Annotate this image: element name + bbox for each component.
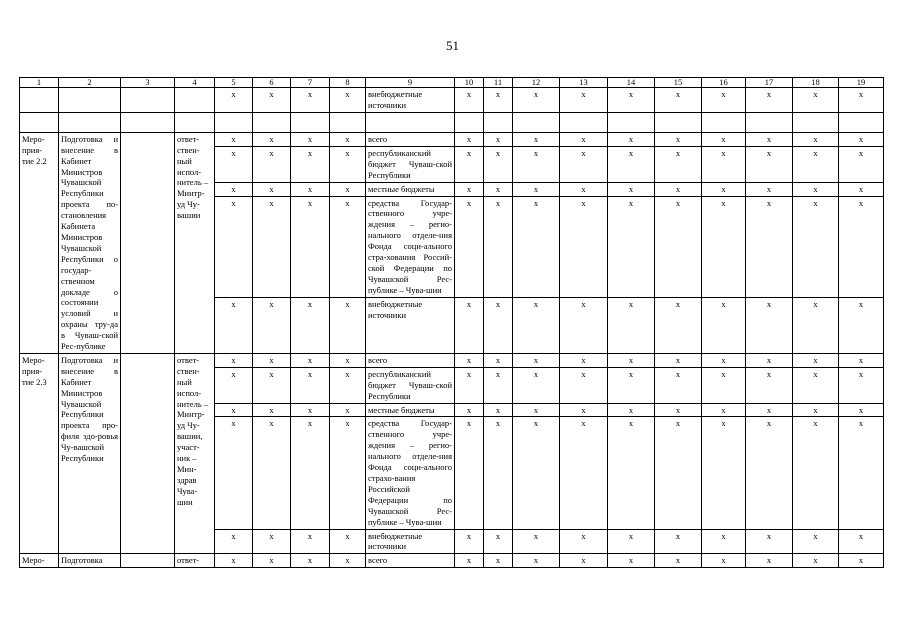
measure-name: Подготовка (59, 554, 121, 568)
funding-source: всего (366, 132, 455, 146)
cell-x: x (839, 196, 884, 297)
cell-x: x (484, 353, 513, 367)
cell-x: x (513, 403, 560, 417)
cell-x: x (291, 297, 330, 353)
spacer-row (20, 112, 884, 132)
cell-x: x (455, 367, 484, 403)
cell-x: x (560, 88, 608, 113)
cell-x: x (484, 367, 513, 403)
cell-x: x (839, 146, 884, 182)
empty-cell (484, 112, 513, 132)
cell-x: x (215, 132, 253, 146)
cell-x: x (253, 196, 291, 297)
cell-x: x (330, 88, 366, 113)
cell-x: x (455, 554, 484, 568)
cell-x: x (215, 403, 253, 417)
cell-x: x (560, 196, 608, 297)
cell-x: x (608, 146, 655, 182)
cell-x: x (253, 353, 291, 367)
cell-x: x (484, 403, 513, 417)
cell-x: x (513, 182, 560, 196)
cell-x: x (655, 367, 702, 403)
cell-x: x (484, 529, 513, 554)
cell-x: x (484, 182, 513, 196)
cell-x: x (702, 367, 746, 403)
empty-cell (20, 112, 59, 132)
cell-x: x (608, 403, 655, 417)
cell-x: x (455, 417, 484, 529)
cell-x: x (291, 529, 330, 554)
cell-x: x (655, 529, 702, 554)
cell-x: x (513, 367, 560, 403)
col-header: 10 (455, 78, 484, 88)
cell-x: x (702, 554, 746, 568)
cell-x: x (839, 529, 884, 554)
col-header: 19 (839, 78, 884, 88)
col-header: 18 (793, 78, 839, 88)
col-header: 8 (330, 78, 366, 88)
funding-source: республиканский бюджет Чуваш-ской Республики (366, 146, 455, 182)
cell-x: x (484, 146, 513, 182)
cell-x: x (655, 353, 702, 367)
cell-x: x (215, 146, 253, 182)
cell-x: x (702, 132, 746, 146)
cell-x: x (839, 353, 884, 367)
cell-x: x (746, 367, 793, 403)
cell-x: x (253, 417, 291, 529)
cell-x: x (560, 297, 608, 353)
cell-x: x (608, 353, 655, 367)
cell-x: x (702, 196, 746, 297)
cell-x: x (330, 353, 366, 367)
cell-x: x (513, 88, 560, 113)
cell-x: x (793, 297, 839, 353)
empty-cell (455, 112, 484, 132)
cell-x: x (215, 88, 253, 113)
cell-x: x (793, 88, 839, 113)
funding-source: местные бюджеты (366, 403, 455, 417)
funding-source: внебюджетные источники (366, 297, 455, 353)
cell-x: x (253, 132, 291, 146)
empty-cell (513, 112, 560, 132)
cell-x: x (793, 367, 839, 403)
cell-x: x (484, 297, 513, 353)
cell-x: x (330, 132, 366, 146)
cell-x: x (291, 353, 330, 367)
cell-x: x (793, 196, 839, 297)
measure-col3 (121, 554, 175, 568)
cell-x: x (839, 88, 884, 113)
cell-x: x (746, 417, 793, 529)
cell-x: x (253, 554, 291, 568)
column-numbers-row (20, 78, 884, 88)
cell-x: x (215, 367, 253, 403)
cell-x: x (513, 196, 560, 297)
cell-x: x (608, 196, 655, 297)
cell-x: x (253, 297, 291, 353)
cell-x: x (793, 353, 839, 367)
cell-x: x (839, 132, 884, 146)
cell-x: x (253, 88, 291, 113)
cell-x: x (253, 146, 291, 182)
measure-col3 (121, 353, 175, 553)
cell-x: x (484, 88, 513, 113)
cell-x: x (253, 529, 291, 554)
empty-cell (175, 88, 215, 113)
cell-x: x (839, 403, 884, 417)
cell-x: x (455, 132, 484, 146)
cell-x: x (291, 196, 330, 297)
cell-x: x (513, 132, 560, 146)
cell-x: x (655, 132, 702, 146)
cell-x: x (291, 554, 330, 568)
cell-x: x (484, 196, 513, 297)
cell-x: x (793, 182, 839, 196)
empty-cell (366, 112, 455, 132)
empty-cell (330, 112, 366, 132)
cell-x: x (513, 297, 560, 353)
funding-source: всего (366, 554, 455, 568)
empty-cell (20, 88, 59, 113)
cell-x: x (702, 353, 746, 367)
cell-x: x (560, 353, 608, 367)
table-row (20, 132, 884, 146)
cell-x: x (560, 529, 608, 554)
cell-x: x (253, 367, 291, 403)
cell-x: x (330, 146, 366, 182)
cell-x: x (746, 132, 793, 146)
empty-cell (59, 88, 121, 113)
cell-x: x (746, 529, 793, 554)
cell-x: x (608, 529, 655, 554)
cell-x: x (839, 554, 884, 568)
col-header: 5 (215, 78, 253, 88)
cell-x: x (839, 182, 884, 196)
cell-x: x (793, 554, 839, 568)
col-header: 12 (513, 78, 560, 88)
cell-x: x (455, 353, 484, 367)
cell-x: x (839, 297, 884, 353)
empty-cell (839, 112, 884, 132)
cell-x: x (702, 297, 746, 353)
cell-x: x (253, 182, 291, 196)
cell-x: x (513, 529, 560, 554)
cell-x: x (455, 88, 484, 113)
cell-x: x (746, 146, 793, 182)
measure-name: Подготовка и внесение в Кабинет Министров Чувашской Республики проекта по-становления Кабинета Министров Чувашской Республики о государ-ственном докладе о состоянии условий и охраны тру-да в Чуваш-ской Рес-публике (59, 132, 121, 353)
cell-x: x (484, 554, 513, 568)
empty-cell (608, 112, 655, 132)
col-header: 17 (746, 78, 793, 88)
cell-x: x (655, 182, 702, 196)
col-header: 7 (291, 78, 330, 88)
measure-name: Подготовка и внесение в Кабинет Министров Чувашской Республики проекта про-филя здо-ровья Чу-вашской Республики (59, 353, 121, 553)
cell-x: x (291, 417, 330, 529)
program-table (19, 77, 884, 568)
cell-x: x (484, 132, 513, 146)
cell-x: x (702, 182, 746, 196)
cell-x: x (608, 88, 655, 113)
cell-x: x (655, 297, 702, 353)
funding-source: местные бюджеты (366, 182, 455, 196)
cell-x: x (560, 132, 608, 146)
empty-cell (560, 112, 608, 132)
cell-x: x (746, 353, 793, 367)
cell-x: x (702, 529, 746, 554)
cell-x: x (455, 146, 484, 182)
cell-x: x (291, 146, 330, 182)
page-number: 51 (446, 38, 459, 53)
col-header: 3 (121, 78, 175, 88)
cell-x: x (655, 88, 702, 113)
cell-x: x (215, 353, 253, 367)
col-header: 11 (484, 78, 513, 88)
empty-cell (59, 112, 121, 132)
cell-x: x (484, 417, 513, 529)
cell-x: x (455, 196, 484, 297)
cell-x: x (215, 529, 253, 554)
measure-code: Меро- (20, 554, 59, 568)
col-header: 13 (560, 78, 608, 88)
cell-x: x (608, 554, 655, 568)
cell-x: x (215, 417, 253, 529)
cell-x: x (215, 182, 253, 196)
funding-source: внебюджетные источники (366, 88, 455, 113)
cell-x: x (839, 367, 884, 403)
cell-x: x (746, 196, 793, 297)
measure-executor: ответ- ствен- ный испол- нитель – Минтр- уд Чу- вашии (175, 132, 215, 353)
empty-cell (175, 112, 215, 132)
cell-x: x (330, 182, 366, 196)
cell-x: x (655, 554, 702, 568)
cell-x: x (608, 132, 655, 146)
cell-x: x (330, 417, 366, 529)
cell-x: x (330, 367, 366, 403)
cell-x: x (291, 88, 330, 113)
cell-x: x (560, 146, 608, 182)
funding-source: республиканский бюджет Чуваш-ской Республики (366, 367, 455, 403)
col-header: 1 (20, 78, 59, 88)
cell-x: x (253, 403, 291, 417)
table-row (20, 353, 884, 367)
empty-cell (215, 112, 253, 132)
cell-x: x (702, 417, 746, 529)
empty-cell (253, 112, 291, 132)
cell-x: x (560, 367, 608, 403)
cell-x: x (793, 146, 839, 182)
measure-code: Меро- прия- тие 2.3 (20, 353, 59, 553)
cell-x: x (655, 196, 702, 297)
cell-x: x (330, 554, 366, 568)
measure-col3 (121, 132, 175, 353)
cell-x: x (793, 132, 839, 146)
funding-source: средства Государ-ственного учре-ждения – регио-нального отделе-ния Фонда соци-ального страхо-вания Российской Федерации по Чувашской Рес-публике – Чува-шии (366, 417, 455, 529)
cell-x: x (746, 88, 793, 113)
cell-x: x (330, 403, 366, 417)
cell-x: x (513, 146, 560, 182)
cell-x: x (702, 146, 746, 182)
cell-x: x (746, 182, 793, 196)
cell-x: x (560, 417, 608, 529)
cell-x: x (513, 417, 560, 529)
table-row (20, 88, 884, 113)
cell-x: x (655, 146, 702, 182)
col-header: 6 (253, 78, 291, 88)
col-header: 2 (59, 78, 121, 88)
measure-code: Меро- прия- тие 2.2 (20, 132, 59, 353)
cell-x: x (455, 297, 484, 353)
col-header: 9 (366, 78, 455, 88)
cell-x: x (746, 403, 793, 417)
cell-x: x (560, 403, 608, 417)
cell-x: x (702, 88, 746, 113)
cell-x: x (608, 417, 655, 529)
cell-x: x (330, 529, 366, 554)
cell-x: x (455, 529, 484, 554)
col-header: 16 (702, 78, 746, 88)
cell-x: x (655, 417, 702, 529)
cell-x: x (215, 297, 253, 353)
funding-source: средства Государ-ственного учре-ждения – регио-нального отделе-ния Фонда соци-ального стра-хования Россий-ской Федерации по Чувашской Рес-публике – Чува-шии (366, 196, 455, 297)
empty-cell (121, 112, 175, 132)
cell-x: x (560, 182, 608, 196)
funding-source: всего (366, 353, 455, 367)
cell-x: x (330, 297, 366, 353)
cell-x: x (608, 367, 655, 403)
funding-source: внебюджетные источники (366, 529, 455, 554)
cell-x: x (793, 529, 839, 554)
cell-x: x (513, 353, 560, 367)
cell-x: x (702, 403, 746, 417)
cell-x: x (746, 554, 793, 568)
cell-x: x (608, 182, 655, 196)
measure-executor: ответ- (175, 554, 215, 568)
empty-cell (793, 112, 839, 132)
cell-x: x (560, 554, 608, 568)
cell-x: x (455, 182, 484, 196)
cell-x: x (291, 132, 330, 146)
empty-cell (655, 112, 702, 132)
cell-x: x (839, 417, 884, 529)
cell-x: x (746, 297, 793, 353)
cell-x: x (655, 403, 702, 417)
empty-cell (121, 88, 175, 113)
cell-x: x (215, 554, 253, 568)
empty-cell (746, 112, 793, 132)
cell-x: x (215, 196, 253, 297)
cell-x: x (455, 403, 484, 417)
cell-x: x (291, 182, 330, 196)
cell-x: x (291, 403, 330, 417)
cell-x: x (793, 417, 839, 529)
empty-cell (291, 112, 330, 132)
cell-x: x (793, 403, 839, 417)
empty-cell (702, 112, 746, 132)
col-header: 14 (608, 78, 655, 88)
cell-x: x (291, 367, 330, 403)
measure-executor: ответ- ствен- ный испол- нитель – Минтр- уд Чу- вашии, участ- ник – Мин- здрав Чува- шии (175, 353, 215, 553)
cell-x: x (608, 297, 655, 353)
col-header: 4 (175, 78, 215, 88)
cell-x: x (330, 196, 366, 297)
cell-x: x (513, 554, 560, 568)
table-row (20, 554, 884, 568)
col-header: 15 (655, 78, 702, 88)
